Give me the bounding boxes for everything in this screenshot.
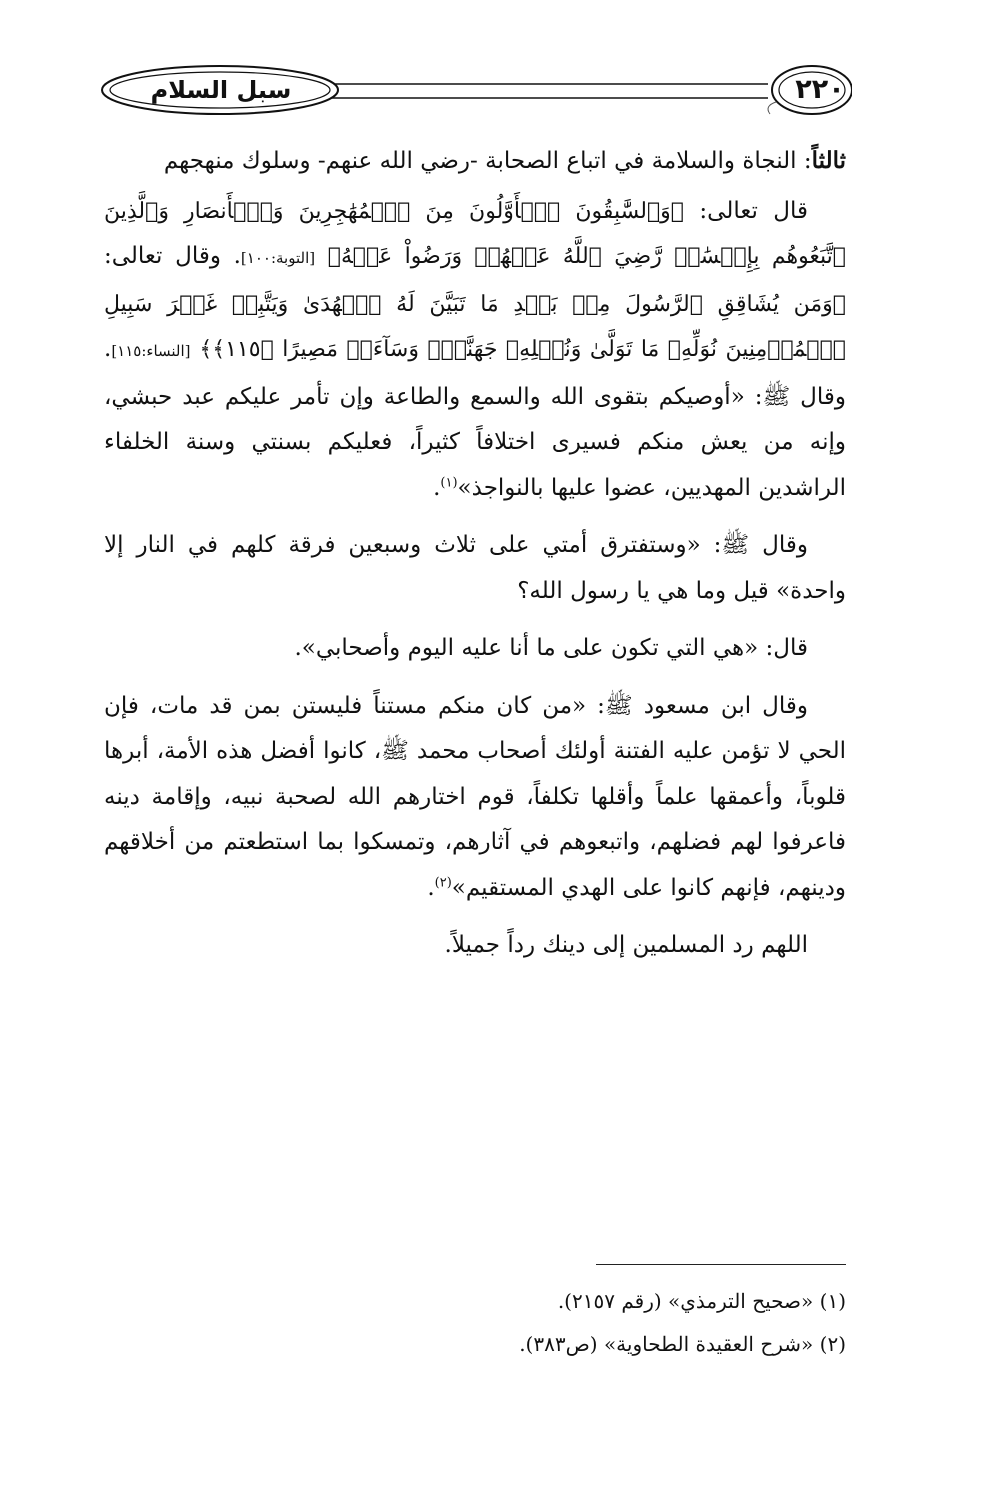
paragraph-supplication: اللهم رد المسلمين إلى دينك رداً جميلاً. [444,932,808,958]
footnote-2: (٢) «شرح العقيدة الطحاوية» (ص٣٨٣). [519,1332,846,1356]
ibn-masud-end: . [427,874,435,901]
book-title: سبل السلام [150,76,292,104]
ibn-masud-text: وقال ابن مسعود ﷺ: «من كان منكم مستناً فليستن بمن قد مات، فإن الحي لا تؤمن عليه الفتنة أولئك أصحاب محمد ﷺ، كانوا أفضل هذه الأمة، أبرها قلوباً، وأعمقها علماً وأقلها تكلفاً، قوم اختارهم الله لصحبة نبيه، وإقامة دينه فاعرفوا لهم فضلهم، واتبعوهم في آثارهم، وتمسكوا بما استطعتم من أخلاقهم ودينهم، فإنهم كانوا على الهدي المستقيم» [104,692,846,901]
p1-intro: قال تعالى: [683,197,808,224]
paragraph-hadith-sects: وقال ﷺ: «وستفترق أمتي على ثلاث وسبعين فرقة كلهم في النار إلا واحدة» قيل وما هي يا رسول الله؟ [104,532,846,604]
section-heading [104,138,846,185]
heading-text: : النجاة والسلامة في اتباع الصحابة -رضي الله عنهم- وسلوك منهجهم [163,148,812,174]
page-body [104,138,846,981]
p1-mid: . وقال تعالى: [104,243,241,269]
page-number: ٢٢٠ [795,74,845,105]
quran-verse-nisa: ﴿وَمَن يُشَاقِقِ ٱلرَّسُولَ مِنۢ بَعۡدِ مَا تَبَيَّنَ لَهُ ٱلۡهُدَىٰ وَيَتَّبِعۡ غَيۡرَ سَبِيلِ ٱلۡمُؤۡمِنِينَ نُوَلِّهِۦ مَا تَوَلَّىٰ وَنُصۡلِهِۦ جَهَنَّمَۖ وَسَآءَتۡ مَصِيرًا ﴿١١٥﴾﴾ [104,291,846,362]
footnote-marker-1: (١) [440,474,458,490]
footnote-marker-2: (٢) [434,874,452,890]
verse-reference-nisa: [النساء:١١٥] [111,342,191,360]
paragraph-verses: قال تعالى: ﴿وَٱلسَّٰبِقُونَ ٱلۡأَوَّلُونَ مِنَ ٱلۡمُهَٰجِرِينَ وَٱلۡأَنصَارِ وَٱلَّذِينَ ٱتَّبَعُوهُم بِإِحۡسَٰنٖ رَّضِيَ ٱللَّهُ عَنۡهُمۡ وَرَضُواْ عَنۡهُ﴾ [التوبة:١٠٠]. وقال تعالى: ﴿وَمَن يُشَاقِقِ ٱلرَّسُولَ مِنۢ بَعۡدِ مَا تَبَيَّنَ لَهُ ٱلۡهُدَىٰ وَيَتَّبِعۡ غَيۡرَ سَبِيلِ ٱلۡمُؤۡمِنِينَ نُوَلِّهِۦ مَا تَوَلَّىٰ وَنُصۡلِهِۦ جَهَنَّمَۖ وَسَآءَتۡ مَصِيرًا ﴿١١٥﴾﴾ [النساء:١١٥]. وقال ﷺ: «أوصيكم بتقوى الله والسمع والطاعة وإن تأمر عليكم عبد حبشي، وإنه من يعش منكم فسيرى اختلافاً كثيراً، فعليكم بسنتي وسنة الخلفاء الراشدين المهديين، عضوا عليها بالنواجذ»$^{(١)}$. [104,197,847,501]
quran-verse-tawbah: ﴿وَٱلسَّٰبِقُونَ ٱلۡأَوَّلُونَ مِنَ ٱلۡمُهَٰجِرِينَ وَٱلۡأَنصَارِ وَٱلَّذِينَ ٱتَّبَعُوهُم بِإِحۡسَٰنٖ رَّضِيَ ٱللَّهُ عَنۡهُمۡ وَرَضُواْ عَنۡهُ﴾ [104,198,847,269]
hadith-text: . وقال ﷺ: «أوصيكم بتقوى الله والسمع والطاعة وإن تأمر عليكم عبد حبشي، وإنه من يعش منكم فسيرى اختلافاً كثيراً، فعليكم بسنتي وسنة الخلفاء الراشدين المهديين، عضوا عليها بالنواجذ» [104,336,846,501]
paragraph-answer: قال: «هي التي تكون على ما أنا عليه اليوم وأصحابي». [294,635,808,661]
footnote-divider [596,1264,846,1265]
page-header [100,62,852,120]
verse-reference-tawbah: [التوبة:١٠٠] [240,249,316,267]
paragraph-ibn-masud [104,684,846,912]
footnotes [300,1280,846,1366]
footnote-1: (١) «صحيح الترمذي» (رقم ٢١٥٧). [557,1289,846,1313]
heading-lead: ثالثاً [811,147,846,174]
